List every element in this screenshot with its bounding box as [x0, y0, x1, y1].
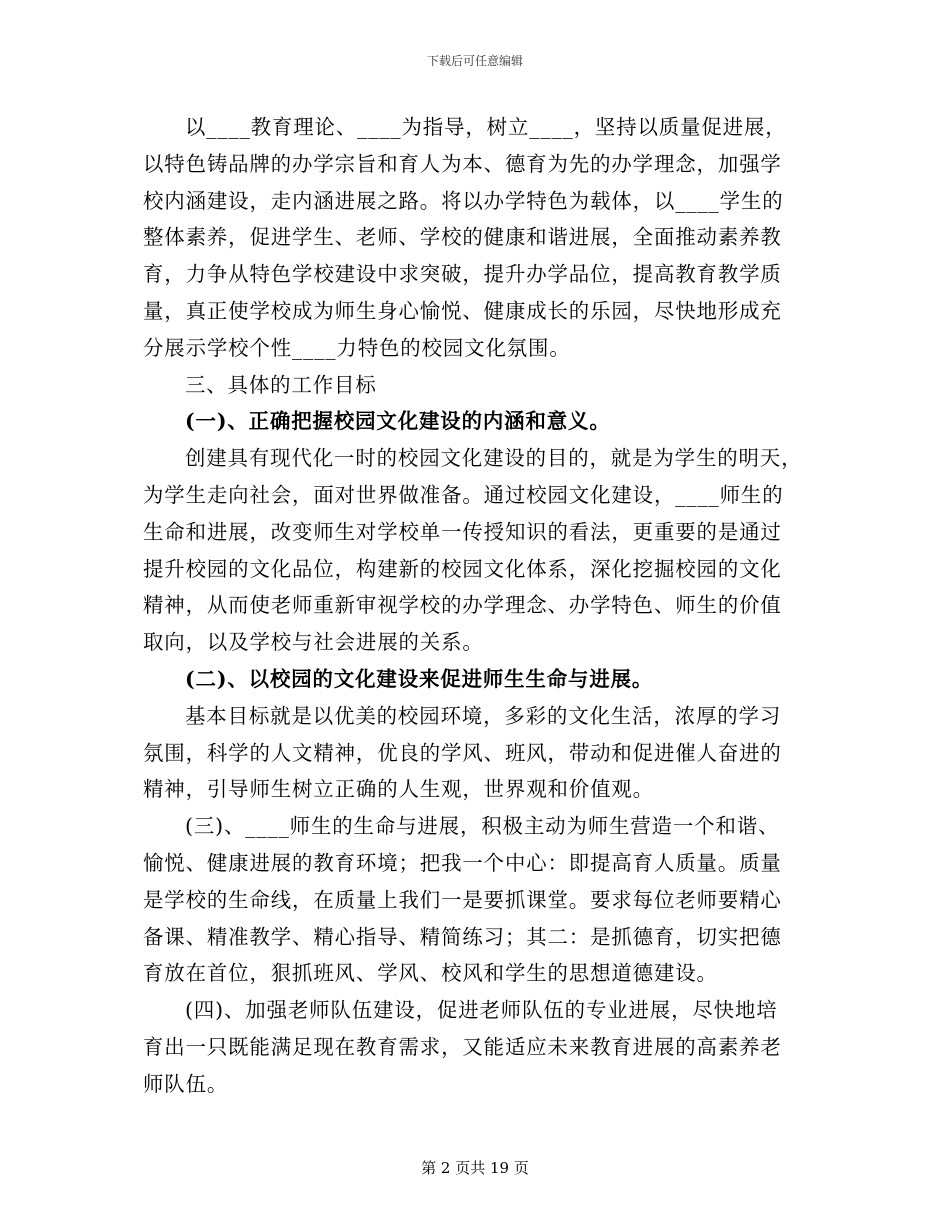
text-line: 精神，引导师生树立正确的人生观，世界观和价值观。 [143, 777, 654, 802]
text-line: 生命和进展，改变师生对学校单一传授知识的看法，更重要的是通过 [143, 519, 782, 544]
text-line: 为学生走向社会，面对世界做准备。通过校园文化建设，____师生的 [143, 482, 784, 507]
text-line: 备课、精准教学、精心指导、精简练习；其二：是抓德育，切实把德 [143, 924, 782, 949]
text-line: (三)、____师生的生命与进展，积极主动为师生营造一个和谐、 [185, 814, 780, 839]
text-line: 提升校园的文化品位，构建新的校园文化体系，深化挖掘校园的文化 [143, 556, 782, 581]
text-line: 育放在首位，狠抓班风、学风、校风和学生的思想道德建设。 [143, 961, 718, 986]
text-line: (四)、加强老师队伍建设，促进老师队伍的专业进展，尽快地培 [185, 998, 778, 1023]
text-line: 三、具体的工作目标 [185, 372, 377, 397]
section-heading-line: (二)、以校园的文化建设来促进师生生命与进展。 [185, 666, 654, 691]
text-line: 愉悦、健康进展的教育环境；把我一个中心：即提高育人质量。质量 [143, 850, 782, 875]
text-line: 育，力争从特色学校建设中求突破，提升办学品位，提高教育教学质 [143, 262, 782, 287]
text-line: 整体素养，促进学生、老师、学校的健康和谐进展，全面推动素养教 [143, 225, 782, 250]
text-line: 校内涵建设，走内涵进展之路。将以办学特色为载体，以____学生的 [143, 188, 784, 213]
text-line: 精神，从而使老师重新审视学校的办学理念、办学特色、师生的价值 [143, 593, 782, 618]
text-line: 是学校的生命线，在质量上我们一是要抓课堂。要求每位老师要精心 [143, 887, 782, 912]
text-line: 量，真正使学校成为师生身心愉悦、健康成长的乐园，尽快地形成充 [143, 298, 782, 323]
text-line: 基本目标就是以优美的校园环境，多彩的文化生活，浓厚的学习 [185, 703, 782, 728]
text-line: 氛围，科学的人文精神，优良的学风、班风，带动和促进催人奋进的 [143, 740, 782, 765]
document-body [143, 109, 807, 1103]
text-line: 创建具有现代化一时的校园文化建设的目的，就是为学生的明天， [185, 446, 803, 471]
text-line: 以____教育理论、____为指导，树立____，坚持以质量促进展， [185, 115, 787, 139]
text-line: 以特色铸品牌的办学宗旨和育人为本、德育为先的办学理念，加强学 [143, 151, 782, 176]
text-line: 育出一只既能满足现在教育需求，又能适应未来教育进展的高素养老 [143, 1034, 782, 1059]
text-line: 取向，以及学校与社会进展的关系。 [143, 630, 484, 655]
text-line: 师队伍。 [143, 1071, 229, 1096]
text-line: 分展示学校个性____力特色的校园文化氛围。 [143, 335, 571, 360]
section-heading-line: (一)、正确把握校园文化建设的内涵和意义。 [185, 409, 611, 434]
page-footer: 第 2 页共 19 页 [421, 1159, 529, 1177]
page-header: 下载后可任意编辑 [426, 54, 523, 68]
